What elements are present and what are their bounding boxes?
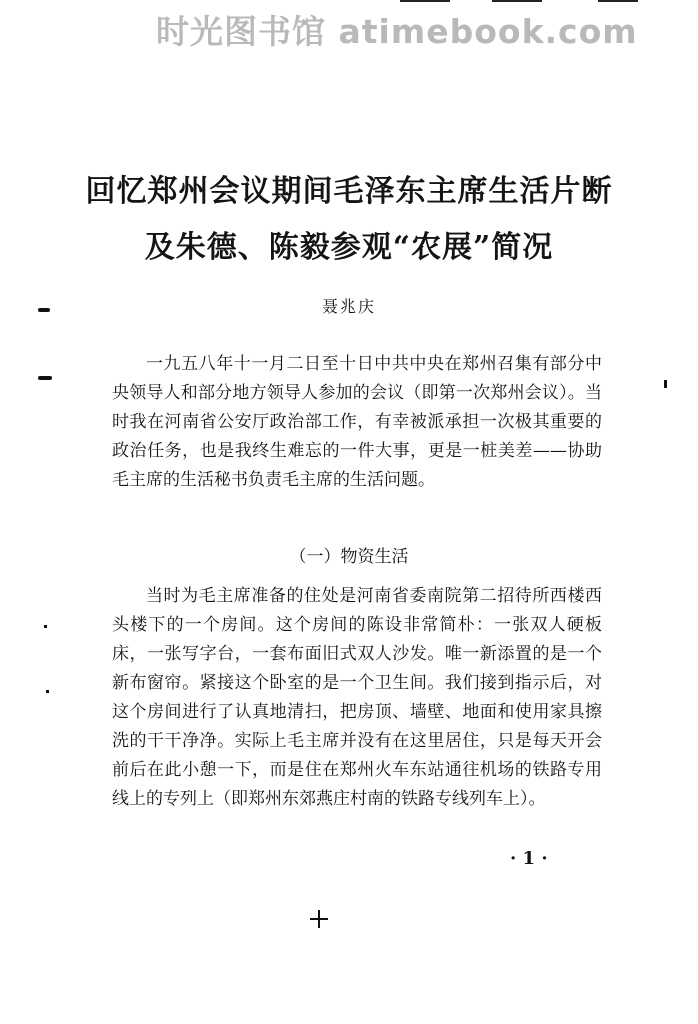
intro-paragraph: 一九五八年十一月二日至十日中共中央在郑州召集有部分中央领导人和部分地方领导人参加的会议（即第一次郑州会议）。当时我在河南省公安厅政治部工作，有幸被派承担一次极其重要的政治任务，也是我终生难忘的一件大事，更是一桩美差——协助毛主席的生活秘书负责毛主席的生活问题。	[112, 354, 602, 490]
title-line-2: 及朱德、陈毅参观“农展”简况	[144, 230, 554, 265]
scan-edge-line	[598, 0, 638, 2]
watermark: 时光图书馆 atimebook.com	[156, 12, 638, 51]
scan-speck	[46, 690, 49, 693]
scan-speck	[38, 308, 50, 312]
scan-speck	[44, 625, 47, 628]
section-paragraph: 当时为毛主席准备的住处是河南省委南院第二招待所西楼西头楼下的一个房间。这个房间的陈设非常简朴：一张双人硬板床，一张写字台，一套布面旧式双人沙发。唯一新添置的是一个新布窗帘。紧接这个卧室的是一个卫生间。我们接到指示后，对这个房间进行了认真地清扫，把房顶、墙壁、地面和使用家具擦洗的干干净净。实际上毛主席并没有在这里居住，只是每天开会前后在此小憩一下，而是住在郑州火车东站通往机场的铁路专用线上的专列上（即郑州东郊燕庄村南的铁路专线列车上）。	[112, 586, 602, 809]
scan-speck	[310, 918, 328, 920]
page-number: · 1 ·	[510, 848, 548, 869]
section-heading: （一）物资生活	[289, 547, 409, 567]
scan-speck	[664, 380, 667, 388]
scan-edge-line	[400, 0, 450, 2]
scan-edge-line	[492, 0, 542, 2]
scan-speck	[38, 376, 52, 380]
author: 聂兆庆	[321, 297, 376, 316]
title-line-1: 回忆郑州会议期间毛泽东主席生活片断	[85, 174, 613, 209]
